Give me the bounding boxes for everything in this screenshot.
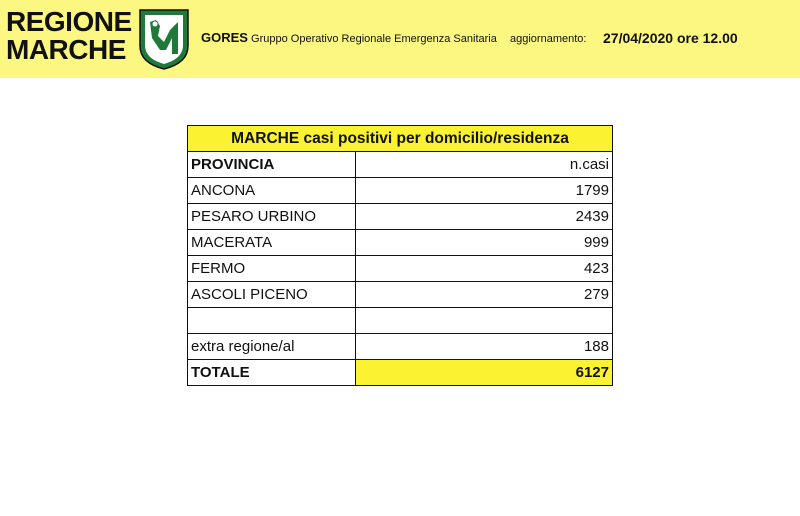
table-total-row (188, 360, 613, 386)
table-header-row (188, 152, 613, 178)
gores-full: Gruppo Operativo Regionale Emergenza Sanitaria (251, 33, 497, 45)
table-title: MARCHE casi positivi per domicilio/residenza (188, 126, 613, 152)
cases-cell: 423 (356, 256, 613, 282)
province-cell: ASCOLI PICENO (188, 282, 356, 308)
header-banner (0, 0, 800, 78)
table-row (188, 178, 613, 204)
col-header-province: PROVINCIA (188, 152, 356, 178)
table-row (188, 230, 613, 256)
province-cell: PESARO URBINO (188, 204, 356, 230)
table-row (188, 282, 613, 308)
update-date: 27/04/2020 ore 12.00 (603, 30, 738, 46)
regione-shield-icon (138, 8, 190, 70)
table-row (188, 334, 613, 360)
province-cell: MACERATA (188, 230, 356, 256)
table-title-row (188, 126, 613, 152)
cases-cell: 188 (356, 334, 613, 360)
cases-cell: 2439 (356, 204, 613, 230)
cases-cell (356, 308, 613, 334)
logo-line-2: MARCHE (6, 34, 126, 65)
total-value: 6127 (356, 360, 613, 386)
total-label: TOTALE (188, 360, 356, 386)
col-header-cases: n.casi (356, 152, 613, 178)
table-row (188, 256, 613, 282)
province-cell: extra regione/al (188, 334, 356, 360)
logo-line-1: REGIONE (6, 6, 132, 37)
table-row-empty (188, 308, 613, 334)
cases-cell: 999 (356, 230, 613, 256)
province-cell: FERMO (188, 256, 356, 282)
cases-cell: 1799 (356, 178, 613, 204)
update-label: aggiornamento: (510, 33, 587, 45)
cases-table (187, 125, 613, 386)
table-row (188, 204, 613, 230)
province-cell (188, 308, 356, 334)
gores-line (201, 30, 497, 45)
regione-marche-logo-text (6, 8, 134, 64)
province-cell: ANCONA (188, 178, 356, 204)
gores-short: GORES (201, 30, 248, 45)
cases-cell: 279 (356, 282, 613, 308)
